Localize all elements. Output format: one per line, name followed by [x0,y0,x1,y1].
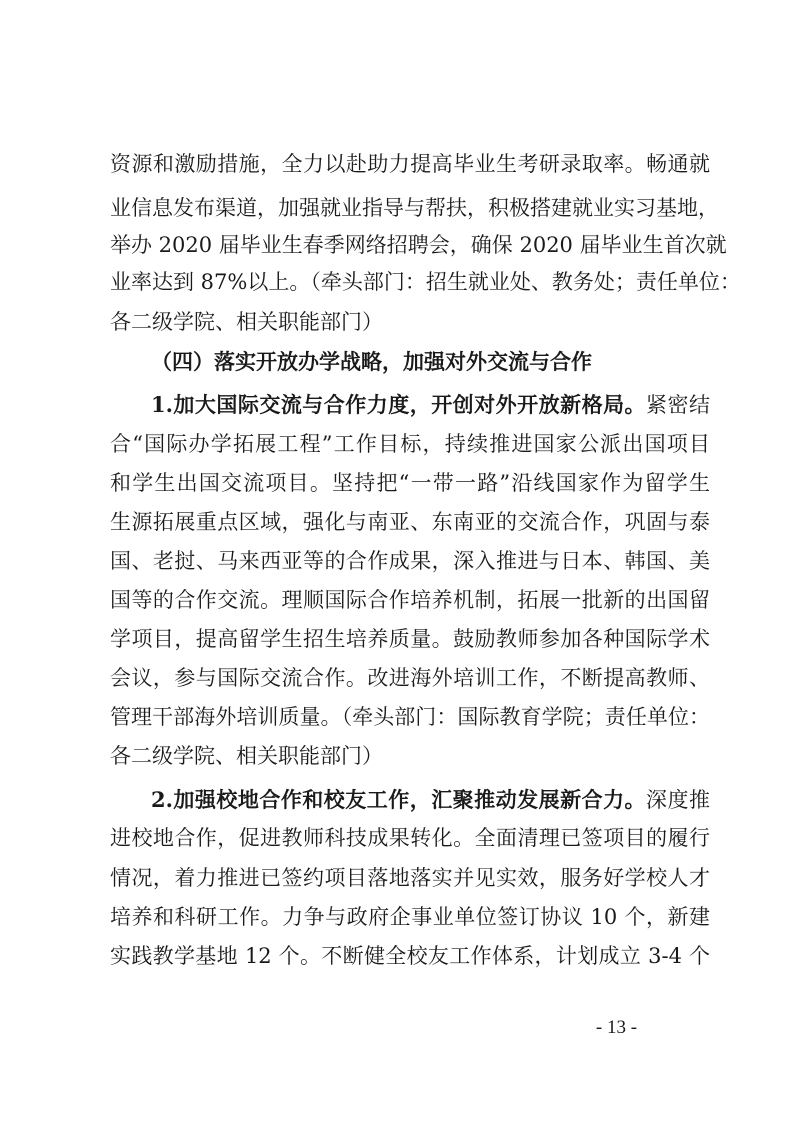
subsection-title: 2.加强校地合作和校友工作，汇聚推动发展新合力。 [151,787,647,812]
paragraph-line [151,388,710,421]
paragraph-line: 生源拓展重点区域，强化与南亚、东南亚的交流合作，巩固与泰 [110,510,710,534]
paragraph-line: 各二级学院、相关职能部门） [110,310,383,334]
paragraph-line: 进校地合作，促进教师科技成果转化。全面清理已签项目的履行 [110,826,710,850]
paragraph-line: 培养和科研工作。力争与政府企事业单位签订协议 10 个，新建 [110,905,710,929]
paragraph-text: 深度推 [646,788,711,812]
paragraph-line: 业信息发布渠道，加强就业指导与帮扶，积极搭建就业实习基地， [110,196,719,220]
subsection-title: 1.加大国际交流与合作力度，开创对外开放新格局。 [151,392,647,417]
paragraph-line: 和学生出国交流项目。坚持把“一带一路”沿线国家作为留学生 [110,471,710,495]
paragraph-line: 情况，着力推进已签约项目落地落实并见实效，服务好学校人才 [110,866,710,890]
page-number [0,1016,793,1040]
paragraph-line: 资源和激励措施，全力以赴助力提高毕业生考研录取率。畅通就 [110,152,710,176]
paragraph-line: 举办 2020 届毕业生春季网络招聘会，确保 2020 届毕业生首次就 [110,233,727,257]
paragraph-line: 合“国际办学拓展工程”工作目标，持续推进国家公派出国项目 [110,432,710,456]
paragraph-line: 实践教学基地 12 个。不断健全校友工作体系，计划成立 3-4 个 [110,944,710,968]
paragraph-line: 国等的合作交流。理顺国际合作培养机制，拓展一批新的出国留 [110,588,710,612]
page-number-text: - 13 - [595,1017,638,1038]
paragraph-line: 各二级学院、相关职能部门） [110,744,383,768]
paragraph-text: 紧密结 [646,393,711,417]
paragraph-line: 管理干部海外培训质量。（牵头部门：国际教育学院；责任单位： [110,705,710,729]
paragraph-line [151,783,710,816]
paragraph-line: 国、老挝、马来西亚等的合作成果，深入推进与日本、韩国、美 [110,549,710,573]
paragraph-line: 业率达到 87%以上。（牵头部门：招生就业处、教务处；责任单位： [110,270,741,294]
paragraph-line: 学项目，提高留学生招生培养质量。鼓励教师参加各种国际学术 [110,627,710,651]
section-heading: （四）落实开放办学战略，加强对外交流与合作 [151,349,592,374]
paragraph-line: 会议，参与国际交流合作。改进海外培训工作，不断提高教师、 [110,666,710,690]
